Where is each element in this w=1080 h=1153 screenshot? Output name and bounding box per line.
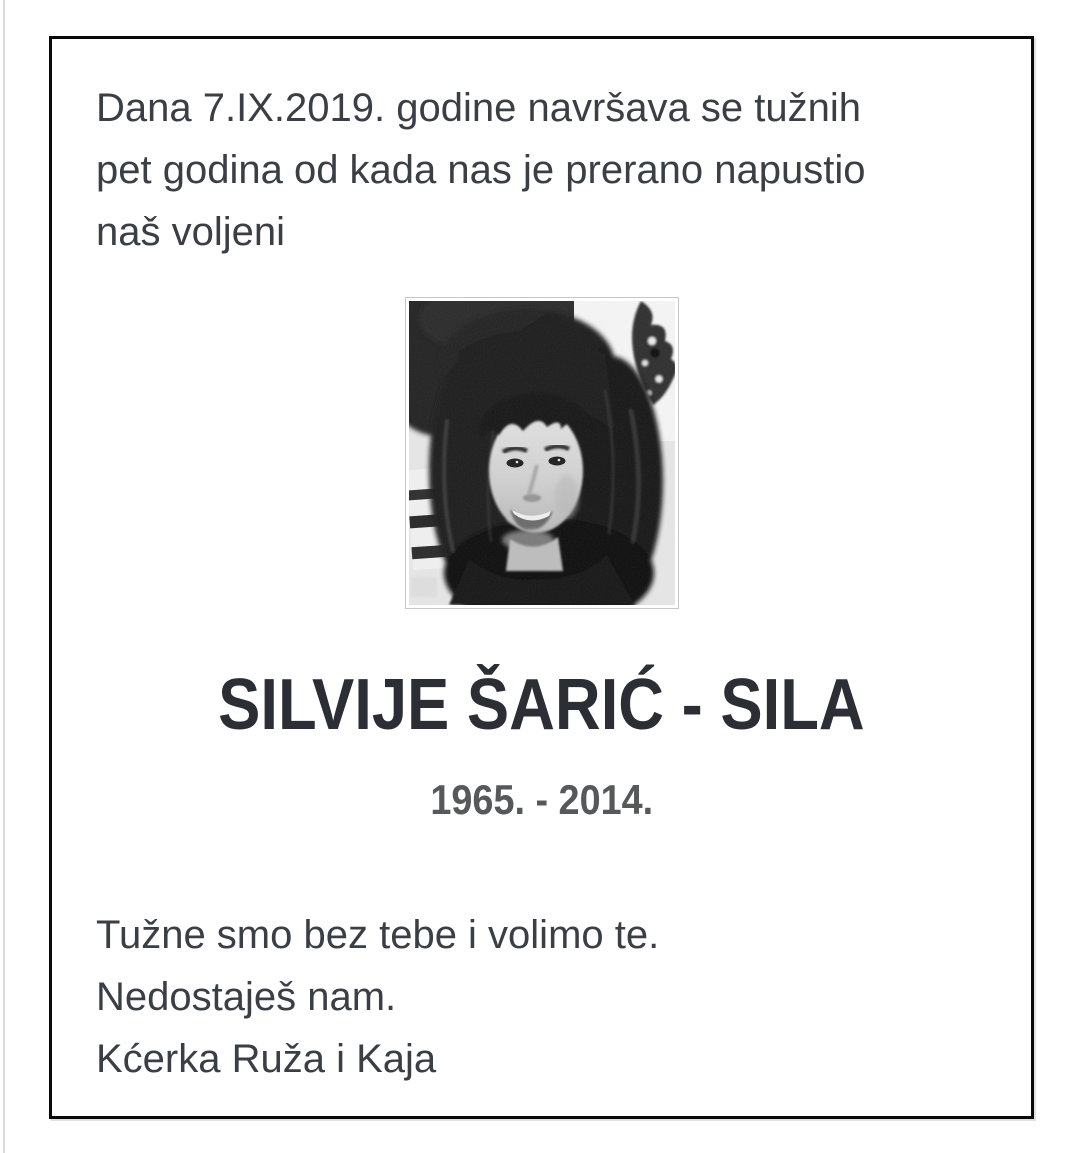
deceased-name [96,665,987,745]
intro-line: Dana 7.IX.2019. godine navršava se tužnih [96,86,861,130]
life-years-text: 1965. - 2014. [430,776,653,823]
intro-text [96,77,987,263]
message-line: Kćerka Ruža i Kaja [96,1037,437,1081]
page-edge-divider [3,0,5,1153]
deceased-name-text: SILVIJE ŠARIĆ - SILA [218,665,865,745]
obituary-card [49,36,1034,1119]
message-line: Nedostaješ nam. [96,975,397,1019]
condolence-message [96,904,987,1090]
life-years [96,775,987,825]
intro-line: naš voljeni [96,210,286,254]
message-line: Tužne smo bez tebe i volimo te. [96,913,660,957]
portrait-photo [409,301,675,605]
portrait-photo-frame [405,297,679,609]
intro-line: pet godina od kada nas je prerano napustio [96,148,866,192]
